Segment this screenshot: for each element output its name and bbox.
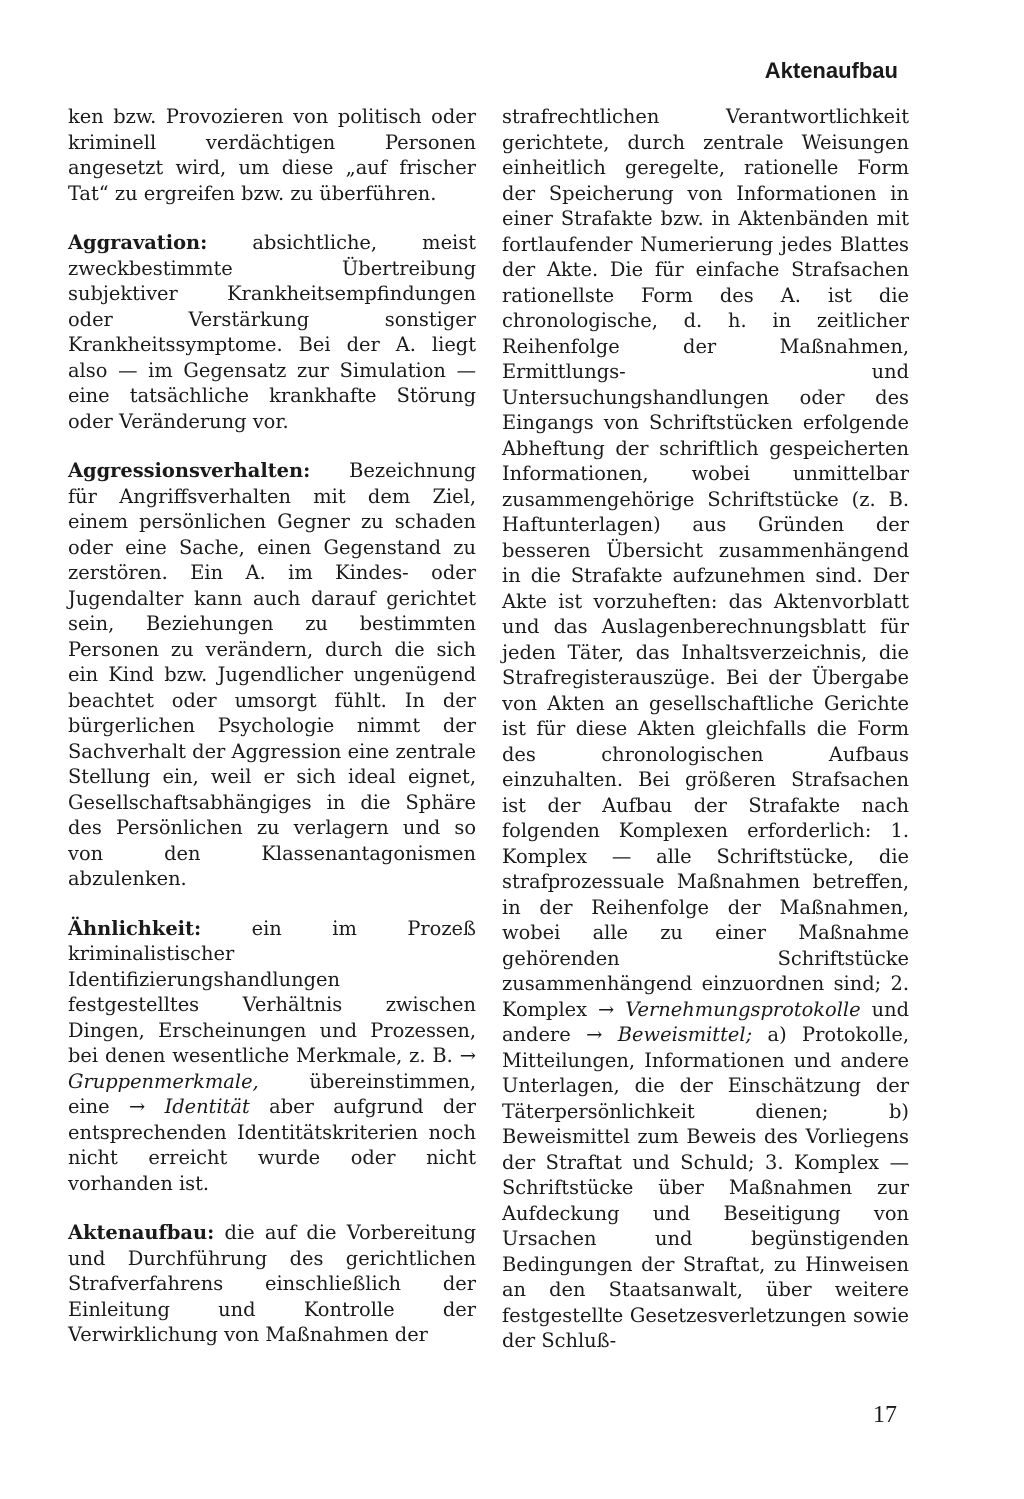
left-column [68,104,476,1348]
entry-definition: ein im Prozeß kriminalistischer Identifizierungshandlungen festgestelltes Verhältnis zwischen Dingen, Erscheinungen und Prozessen, bei denen wesentliche Merkmale, z. B. → [68,916,476,1067]
right-column [502,104,909,1354]
entry-definition: absichtliche, meist zweckbestimmte Übertreibung subjektiver Krankheitsempfindungen oder Verstärkung sonstiger Krankheitssymptome. Bei der A. liegt also — im Gegensatz zur Simulation — eine tatsächliche krankhafte Störung oder Veränderung vor. [68,231,476,433]
entry-aehnlichkeit [68,916,476,1197]
cross-reference: Gruppenmerkmale, [68,1069,259,1093]
cross-reference: Beweismittel; [617,1023,753,1046]
entry-aktenaufbau-continued [502,104,909,1354]
entry-definition: strafrechtlichen Verantwortlichkeit gerichtete, durch zentrale Weisungen einheitlich geregelte, rationelle Form der Speicherung von Informationen in einer Strafakte bzw. in Aktenbänden mit fortlaufender Numerierung jedes Blattes der Akte. Die für einfache Strafsachen rationellste Form des A. ist die chronologische, d. h. in zeitlicher Reihenfolge der Maßnahmen, Ermittlungs- und Untersuchungshandlungen oder des Eingangs von Schriftstücken erfolgende Abheftung der schriftlich gespeicherten Informationen, wobei unmittelbar zusammengehörige Schriftstücke (z. B. Haftunterlagen) aus Gründen der besseren Übersicht zusammenhängend in die Strafakte aufzunehmen sind. Der Akte ist vorzuheften: das Aktenvorblatt und das Auslagenberechnungsblatt für jeden Täter, das Inhaltsverzeichnis, die Strafregisterauszüge. Bei der Übergabe von Akten an gesellschaftliche Gerichte ist für diese Akten gleichfalls die Form des chronologischen Aufbaus einzuhalten. Bei größeren Strafsachen ist der Aufbau der Strafakte nach folgenden Komplexen erforderlich: 1. Komplex — alle Schriftstücke, die strafprozessuale Maßnahmen betreffen, in der Reihenfolge der Maßnahmen, wobei alle zu einer Maßnahme gehörenden Schriftstücke zusammenhängend einzuordnen sind; 2. Komplex → [502,105,909,1021]
entry-definition: und andere → [502,997,909,1046]
entry-definition: Bezeichnung für Angriffsverhalten mit dem Ziel, einem persönlichen Gegner zu schaden oder eine Sache, einen Gegenstand zu zerstören. Ein A. im Kindes- oder Jugendalter kann auch darauf gerichtet sein, Beziehungen zu bestimmten Personen zu verändern, durch die sich ein Kind bzw. Jugendlicher ungenügend beachtet oder umsorgt fühlt. In der bürgerlichen Psychologie nimmt der Sachverhalt der Aggression eine zentrale Stellung ein, weil er sich ideal eignet, Gesellschaftsabhängiges in die Sphäre des Persönlichen zu verlagern und so von den Klassenantagonismen abzulenken. [68,459,476,890]
entry-definition: übereinstimmen, eine → [68,1069,476,1118]
entry-definition: a) Protokolle, Mitteilungen, Informationen und andere Unterlagen, die der Einschätzung der Täterpersönlichkeit dienen; b) Beweismittel zum Beweis des Vorliegens der Straftat und Schuld; 3. Komplex — Schriftstücke über Maßnahmen zur Aufdeckung und Beseitigung von Ursachen und begünstigenden Bedingungen der Straftat, zu Hinweisen an den Staatsanwalt, über weitere festgestellte Gesetzesverletzungen sowie der Schluß- [502,1023,909,1352]
cross-reference: Vernehmungsprotokolle [625,997,861,1021]
entry-aggressionsverhalten [68,458,476,892]
entry-term: Aggressionsverhalten: [68,459,311,482]
entry-aggravation [68,230,476,434]
continuation-paragraph: ken bzw. Provozieren von politisch oder kriminell verdächtigen Personen angesetzt wird, um diese „auf frischer Tat“ zu ergreifen bzw. zu überführen. [68,105,476,205]
entry-term: Aggravation: [68,231,208,254]
cross-reference: Identität [164,1095,250,1118]
entry-term: Ähnlichkeit: [68,916,202,940]
running-head: Aktenaufbau [764,58,898,83]
page-number: 17 [873,1402,897,1428]
entry-term: Aktenaufbau: [68,1221,215,1244]
entry-definition: die auf die Vorbereitung und Durchführung des gerichtlichen Strafverfahrens einschließlich der Einleitung und Kontrolle der Verwirklichung von Maßnahmen der [68,1221,476,1346]
entry-aktenaufbau [68,1220,476,1348]
entry-definition: aber aufgrund der entsprechenden Identitätskriterien noch nicht erreicht wurde oder nicht vorhanden ist. [68,1095,476,1195]
